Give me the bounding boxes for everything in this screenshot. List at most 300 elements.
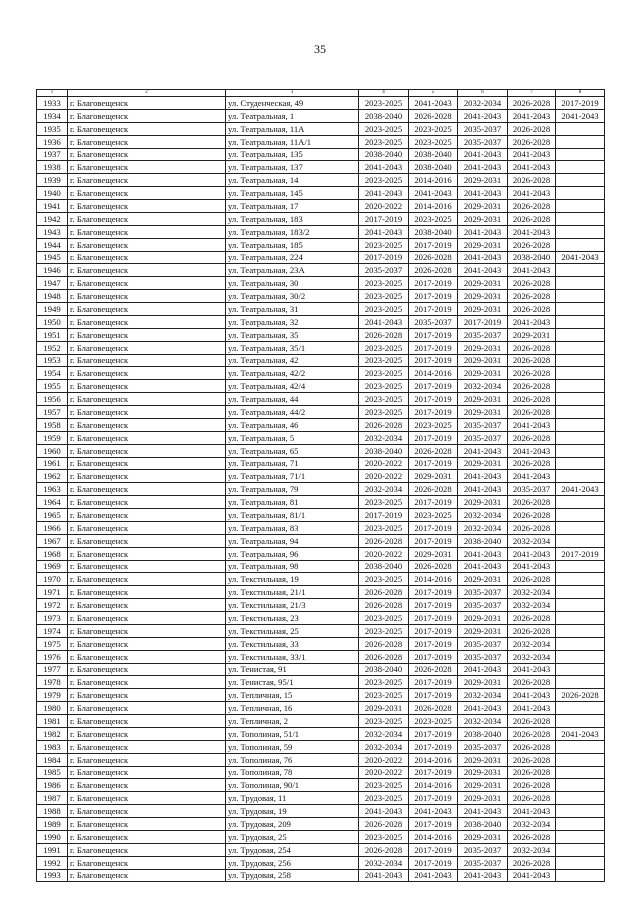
row-number: 1954 (37, 367, 68, 380)
column-number: 4 (359, 90, 409, 97)
row-number: 1950 (37, 315, 68, 328)
row-number: 1984 (37, 753, 68, 766)
period-3: 2017-2019 (458, 315, 508, 328)
period-3: 2035-2037 (458, 599, 508, 612)
period-5 (556, 418, 605, 431)
row-number: 1981 (37, 715, 68, 728)
period-5: 2041-2043 (556, 109, 605, 122)
table-row (37, 869, 605, 882)
period-2: 2017-2019 (409, 496, 458, 509)
period-4: 2026-2028 (508, 97, 556, 110)
address: ул. Тополиная, 90/1 (226, 779, 359, 792)
period-3: 2041-2043 (458, 702, 508, 715)
period-2: 2017-2019 (409, 637, 458, 650)
address: ул. Театральная, 31 (226, 303, 359, 316)
settlement: г. Благовещенск (68, 380, 226, 393)
period-1: 2026-2028 (359, 637, 409, 650)
address: ул. Текстильная, 33 (226, 637, 359, 650)
row-number: 1990 (37, 830, 68, 843)
row-number: 1971 (37, 586, 68, 599)
settlement: г. Благовещенск (68, 470, 226, 483)
period-3: 2038-2040 (458, 818, 508, 831)
period-3: 2029-2031 (458, 393, 508, 406)
period-1: 2026-2028 (359, 534, 409, 547)
address: ул. Тополиная, 78 (226, 766, 359, 779)
address: ул. Текстильная, 33/1 (226, 650, 359, 663)
period-5 (556, 457, 605, 470)
settlement: г. Благовещенск (68, 843, 226, 856)
period-1: 2023-2025 (359, 341, 409, 354)
period-3: 2029-2031 (458, 573, 508, 586)
period-2: 2017-2019 (409, 431, 458, 444)
period-1: 2023-2025 (359, 676, 409, 689)
period-2: 2017-2019 (409, 676, 458, 689)
period-4: 2041-2043 (508, 187, 556, 200)
address: ул. Театральная, 30/2 (226, 290, 359, 303)
address: ул. Трудовая, 258 (226, 869, 359, 882)
address: ул. Театральная, 42 (226, 354, 359, 367)
period-2: 2017-2019 (409, 624, 458, 637)
period-2: 2014-2016 (409, 174, 458, 187)
period-1: 2023-2025 (359, 277, 409, 290)
address: ул. Тополиная, 59 (226, 740, 359, 753)
period-5 (556, 676, 605, 689)
period-5 (556, 470, 605, 483)
period-1: 2026-2028 (359, 650, 409, 663)
row-number: 1992 (37, 856, 68, 869)
address: ул. Театральная, 79 (226, 483, 359, 496)
table-row (37, 418, 605, 431)
period-4: 2032-2034 (508, 637, 556, 650)
period-3: 2029-2031 (458, 212, 508, 225)
period-3: 2041-2043 (458, 187, 508, 200)
period-4: 2041-2043 (508, 689, 556, 702)
table-row (37, 174, 605, 187)
row-number: 1935 (37, 122, 68, 135)
settlement: г. Благовещенск (68, 328, 226, 341)
period-2: 2014-2016 (409, 753, 458, 766)
period-2: 2017-2019 (409, 599, 458, 612)
settlement: г. Благовещенск (68, 496, 226, 509)
settlement: г. Благовещенск (68, 483, 226, 496)
settlement: г. Благовещенск (68, 715, 226, 728)
address: ул. Театральная, 42/2 (226, 367, 359, 380)
period-1: 2023-2025 (359, 406, 409, 419)
row-number: 1977 (37, 663, 68, 676)
settlement: г. Благовещенск (68, 727, 226, 740)
table-row (37, 367, 605, 380)
period-4: 2026-2028 (508, 341, 556, 354)
address: ул. Театральная, 42/4 (226, 380, 359, 393)
period-5 (556, 277, 605, 290)
period-5 (556, 766, 605, 779)
period-1: 2026-2028 (359, 418, 409, 431)
settlement: г. Благовещенск (68, 766, 226, 779)
settlement: г. Благовещенск (68, 161, 226, 174)
settlement: г. Благовещенск (68, 393, 226, 406)
period-3: 2029-2031 (458, 676, 508, 689)
settlement: г. Благовещенск (68, 702, 226, 715)
period-1: 2029-2031 (359, 702, 409, 715)
period-5 (556, 225, 605, 238)
period-4: 2041-2043 (508, 663, 556, 676)
period-5 (556, 341, 605, 354)
table-row (37, 792, 605, 805)
period-4: 2041-2043 (508, 470, 556, 483)
row-number: 1976 (37, 650, 68, 663)
address: ул. Текстильная, 23 (226, 612, 359, 625)
period-2: 2017-2019 (409, 612, 458, 625)
address: ул. Трудовая, 254 (226, 843, 359, 856)
settlement: г. Благовещенск (68, 586, 226, 599)
period-1: 2038-2040 (359, 663, 409, 676)
period-1: 2032-2034 (359, 483, 409, 496)
period-3: 2035-2037 (458, 856, 508, 869)
address: ул. Трудовая, 209 (226, 818, 359, 831)
table-row (37, 547, 605, 560)
table-row (37, 702, 605, 715)
period-2: 2023-2025 (409, 509, 458, 522)
period-5 (556, 238, 605, 251)
period-2: 2017-2019 (409, 689, 458, 702)
period-2: 2023-2025 (409, 715, 458, 728)
period-4: 2026-2028 (508, 766, 556, 779)
period-4: 2035-2037 (508, 483, 556, 496)
period-4: 2026-2028 (508, 277, 556, 290)
period-4: 2032-2034 (508, 586, 556, 599)
settlement: г. Благовещенск (68, 547, 226, 560)
row-number: 1946 (37, 264, 68, 277)
period-1: 2017-2019 (359, 509, 409, 522)
table-row (37, 315, 605, 328)
table-row (37, 779, 605, 792)
period-1: 2038-2040 (359, 560, 409, 573)
table-row (37, 766, 605, 779)
table-row (37, 264, 605, 277)
period-4: 2026-2028 (508, 612, 556, 625)
period-1: 2020-2022 (359, 753, 409, 766)
settlement: г. Благовещенск (68, 225, 226, 238)
row-number: 1941 (37, 200, 68, 213)
address: ул. Трудовая, 19 (226, 805, 359, 818)
row-number: 1943 (37, 225, 68, 238)
period-5: 2026-2028 (556, 689, 605, 702)
period-1: 2023-2025 (359, 830, 409, 843)
row-number: 1986 (37, 779, 68, 792)
period-3: 2029-2031 (458, 792, 508, 805)
period-1: 2023-2025 (359, 290, 409, 303)
period-1: 2032-2034 (359, 740, 409, 753)
period-3: 2029-2031 (458, 174, 508, 187)
period-3: 2035-2037 (458, 418, 508, 431)
table-row (37, 187, 605, 200)
settlement: г. Благовещенск (68, 856, 226, 869)
address: ул. Тополиная, 51/1 (226, 727, 359, 740)
period-4: 2026-2028 (508, 406, 556, 419)
period-2: 2017-2019 (409, 856, 458, 869)
period-5 (556, 856, 605, 869)
row-number: 1944 (37, 238, 68, 251)
period-5 (556, 406, 605, 419)
table-row (37, 650, 605, 663)
row-number: 1936 (37, 135, 68, 148)
row-number: 1988 (37, 805, 68, 818)
table-row (37, 444, 605, 457)
settlement: г. Благовещенск (68, 148, 226, 161)
address: ул. Театральная, 96 (226, 547, 359, 560)
period-2: 2026-2028 (409, 264, 458, 277)
period-3: 2041-2043 (458, 470, 508, 483)
period-2: 2017-2019 (409, 818, 458, 831)
period-2: 2014-2016 (409, 830, 458, 843)
period-3: 2029-2031 (458, 341, 508, 354)
address: ул. Тепличная, 2 (226, 715, 359, 728)
period-5: 2041-2043 (556, 251, 605, 264)
settlement: г. Благовещенск (68, 122, 226, 135)
row-number: 1960 (37, 444, 68, 457)
row-number: 1955 (37, 380, 68, 393)
period-2: 2017-2019 (409, 650, 458, 663)
period-3: 2035-2037 (458, 740, 508, 753)
period-3: 2029-2031 (458, 612, 508, 625)
period-1: 2023-2025 (359, 135, 409, 148)
period-4: 2026-2028 (508, 212, 556, 225)
period-4: 2026-2028 (508, 830, 556, 843)
settlement: г. Благовещенск (68, 290, 226, 303)
address: ул. Театральная, 185 (226, 238, 359, 251)
period-5 (556, 315, 605, 328)
period-5 (556, 792, 605, 805)
address: ул. Театральная, 11А (226, 122, 359, 135)
period-1: 2023-2025 (359, 303, 409, 316)
period-5 (556, 303, 605, 316)
address: ул. Тепличная, 16 (226, 702, 359, 715)
settlement: г. Благовещенск (68, 135, 226, 148)
table-row (37, 380, 605, 393)
period-2: 2017-2019 (409, 792, 458, 805)
period-3: 2041-2043 (458, 547, 508, 560)
period-3: 2029-2031 (458, 766, 508, 779)
row-number: 1982 (37, 727, 68, 740)
period-3: 2041-2043 (458, 148, 508, 161)
period-3: 2029-2031 (458, 367, 508, 380)
row-number: 1939 (37, 174, 68, 187)
period-2: 2017-2019 (409, 727, 458, 740)
period-5 (556, 290, 605, 303)
period-5 (556, 135, 605, 148)
period-1: 2023-2025 (359, 779, 409, 792)
period-5 (556, 264, 605, 277)
page-number: 35 (314, 42, 326, 56)
period-5 (556, 122, 605, 135)
period-5 (556, 560, 605, 573)
period-5 (556, 599, 605, 612)
row-number: 1948 (37, 290, 68, 303)
row-number: 1989 (37, 818, 68, 831)
period-2: 2014-2016 (409, 200, 458, 213)
period-2: 2017-2019 (409, 843, 458, 856)
period-3: 2041-2043 (458, 251, 508, 264)
period-4: 2026-2028 (508, 727, 556, 740)
address: ул. Трудовая, 25 (226, 830, 359, 843)
table-row (37, 200, 605, 213)
period-5 (556, 174, 605, 187)
table-row (37, 586, 605, 599)
row-number: 1937 (37, 148, 68, 161)
period-3: 2032-2034 (458, 521, 508, 534)
row-number: 1980 (37, 702, 68, 715)
period-3: 2035-2037 (458, 650, 508, 663)
period-4: 2032-2034 (508, 650, 556, 663)
period-1: 2041-2043 (359, 225, 409, 238)
settlement: г. Благовещенск (68, 354, 226, 367)
row-number: 1961 (37, 457, 68, 470)
period-5 (556, 586, 605, 599)
settlement: г. Благовещенск (68, 431, 226, 444)
period-3: 2041-2043 (458, 805, 508, 818)
period-4: 2026-2028 (508, 380, 556, 393)
period-5 (556, 212, 605, 225)
period-3: 2041-2043 (458, 444, 508, 457)
table-row (37, 341, 605, 354)
period-3: 2032-2034 (458, 380, 508, 393)
period-2: 2038-2040 (409, 161, 458, 174)
period-2: 2017-2019 (409, 406, 458, 419)
period-3: 2029-2031 (458, 303, 508, 316)
period-3: 2035-2037 (458, 328, 508, 341)
period-4: 2032-2034 (508, 818, 556, 831)
settlement: г. Благовещенск (68, 444, 226, 457)
period-2: 2017-2019 (409, 277, 458, 290)
period-5 (556, 612, 605, 625)
period-2: 2023-2025 (409, 212, 458, 225)
period-3: 2032-2034 (458, 715, 508, 728)
settlement: г. Благовещенск (68, 869, 226, 882)
table-row (37, 830, 605, 843)
period-1: 2038-2040 (359, 109, 409, 122)
address: ул. Театральная, 81/1 (226, 509, 359, 522)
period-1: 2038-2040 (359, 444, 409, 457)
period-1: 2041-2043 (359, 187, 409, 200)
address: ул. Тенистая, 91 (226, 663, 359, 676)
table-row (37, 496, 605, 509)
address: ул. Тенистая, 95/1 (226, 676, 359, 689)
period-3: 2032-2034 (458, 509, 508, 522)
period-4: 2029-2031 (508, 328, 556, 341)
period-3: 2041-2043 (458, 560, 508, 573)
period-1: 2023-2025 (359, 354, 409, 367)
period-4: 2026-2028 (508, 290, 556, 303)
period-3: 2035-2037 (458, 135, 508, 148)
settlement: г. Благовещенск (68, 457, 226, 470)
period-5 (556, 354, 605, 367)
period-1: 2032-2034 (359, 727, 409, 740)
period-4: 2041-2043 (508, 702, 556, 715)
period-5 (556, 740, 605, 753)
period-1: 2020-2022 (359, 200, 409, 213)
period-4: 2026-2028 (508, 521, 556, 534)
period-2: 2035-2037 (409, 315, 458, 328)
settlement: г. Благовещенск (68, 676, 226, 689)
period-5 (556, 393, 605, 406)
period-3: 2032-2034 (458, 689, 508, 702)
period-2: 2041-2043 (409, 805, 458, 818)
period-3: 2041-2043 (458, 264, 508, 277)
row-number: 1933 (37, 97, 68, 110)
period-2: 2017-2019 (409, 303, 458, 316)
table-row (37, 624, 605, 637)
period-3: 2029-2031 (458, 290, 508, 303)
period-3: 2035-2037 (458, 431, 508, 444)
settlement: г. Благовещенск (68, 689, 226, 702)
period-2: 2029-2031 (409, 470, 458, 483)
period-4: 2041-2043 (508, 225, 556, 238)
period-4: 2026-2028 (508, 624, 556, 637)
settlement: г. Благовещенск (68, 573, 226, 586)
period-5 (556, 328, 605, 341)
settlement: г. Благовещенск (68, 187, 226, 200)
column-number: 6 (458, 90, 508, 97)
period-3: 2029-2031 (458, 496, 508, 509)
settlement: г. Благовещенск (68, 200, 226, 213)
period-2: 2026-2028 (409, 444, 458, 457)
period-3: 2029-2031 (458, 753, 508, 766)
address: ул. Трудовая, 11 (226, 792, 359, 805)
period-4: 2041-2043 (508, 148, 556, 161)
period-5 (556, 534, 605, 547)
address: ул. Текстильная, 25 (226, 624, 359, 637)
period-3: 2029-2031 (458, 406, 508, 419)
settlement: г. Благовещенск (68, 174, 226, 187)
column-number: 5 (409, 90, 458, 97)
period-2: 2026-2028 (409, 251, 458, 264)
period-2: 2017-2019 (409, 521, 458, 534)
period-2: 2038-2040 (409, 148, 458, 161)
period-4: 2026-2028 (508, 676, 556, 689)
period-1: 2017-2019 (359, 251, 409, 264)
period-4: 2032-2034 (508, 843, 556, 856)
row-number: 1975 (37, 637, 68, 650)
period-4: 2026-2028 (508, 367, 556, 380)
period-2: 2017-2019 (409, 534, 458, 547)
settlement: г. Благовещенск (68, 212, 226, 225)
period-4: 2026-2028 (508, 238, 556, 251)
row-number: 1952 (37, 341, 68, 354)
address: ул. Театральная, 11А/1 (226, 135, 359, 148)
table-row (37, 406, 605, 419)
period-5 (556, 663, 605, 676)
period-3: 2029-2031 (458, 354, 508, 367)
table-row (37, 290, 605, 303)
address: ул. Тополиная, 76 (226, 753, 359, 766)
period-2: 2017-2019 (409, 354, 458, 367)
settlement: г. Благовещенск (68, 509, 226, 522)
period-1: 2041-2043 (359, 161, 409, 174)
address: ул. Театральная, 44 (226, 393, 359, 406)
address: ул. Театральная, 137 (226, 161, 359, 174)
period-4: 2041-2043 (508, 161, 556, 174)
period-2: 2017-2019 (409, 766, 458, 779)
period-4: 2041-2043 (508, 315, 556, 328)
period-1: 2023-2025 (359, 612, 409, 625)
settlement: г. Благовещенск (68, 779, 226, 792)
address: ул. Театральная, 35 (226, 328, 359, 341)
table-row (37, 843, 605, 856)
row-number: 1947 (37, 277, 68, 290)
settlement: г. Благовещенск (68, 663, 226, 676)
period-5 (556, 650, 605, 663)
settlement: г. Благовещенск (68, 264, 226, 277)
